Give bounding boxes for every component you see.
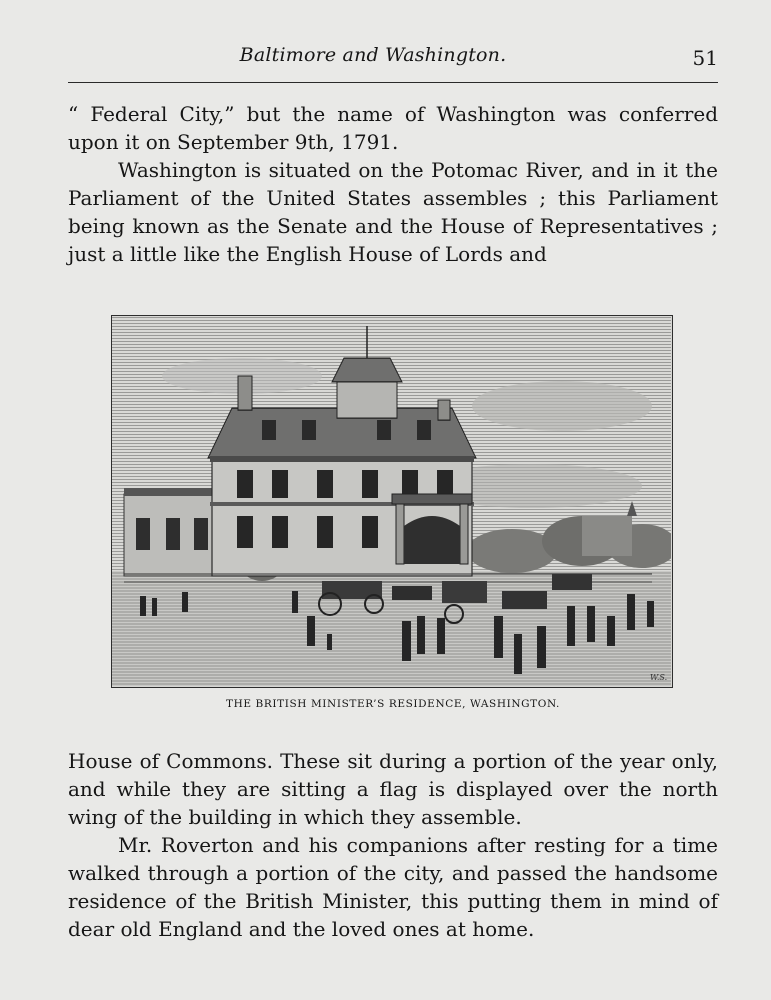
figure-caption: THE BRITISH MINISTER’S RESIDENCE, WASHINGTON. [225, 698, 560, 710]
text-block-top [68, 100, 718, 268]
paragraph: Mr. Roverton and his companions after resting for a time walked through a portion of the city, and passed the handsome residence of the British Minister, this putting them in mind of dear old England and the loved ones at home. [68, 833, 718, 941]
header-rule [68, 82, 718, 83]
paragraph: House of Commons. These sit during a portion of the year only, and while they are sitting a flag is displayed over the north wing of the building in which they assemble. [68, 749, 718, 829]
paragraph: “ Federal City,” but the name of Washington was conferred upon it on September 9th, 1791. [68, 102, 718, 154]
engraver-mark: W.S. [650, 673, 668, 682]
engraving-illustration [111, 315, 673, 688]
running-title: Baltimore and Washington. [239, 44, 507, 66]
west-wing [124, 488, 220, 576]
cloud [472, 381, 652, 431]
engraving-drawing [112, 316, 671, 686]
text-block-bottom [68, 747, 718, 943]
paragraph: Washington is situated on the Potomac River, and in it the Parliament of the United States assembles ; this Parliament being known as the Senate and the House of Representatives ; just a little like the English House of Lords and [68, 158, 718, 266]
page-number: 51 [692, 46, 718, 70]
running-head [68, 40, 718, 80]
